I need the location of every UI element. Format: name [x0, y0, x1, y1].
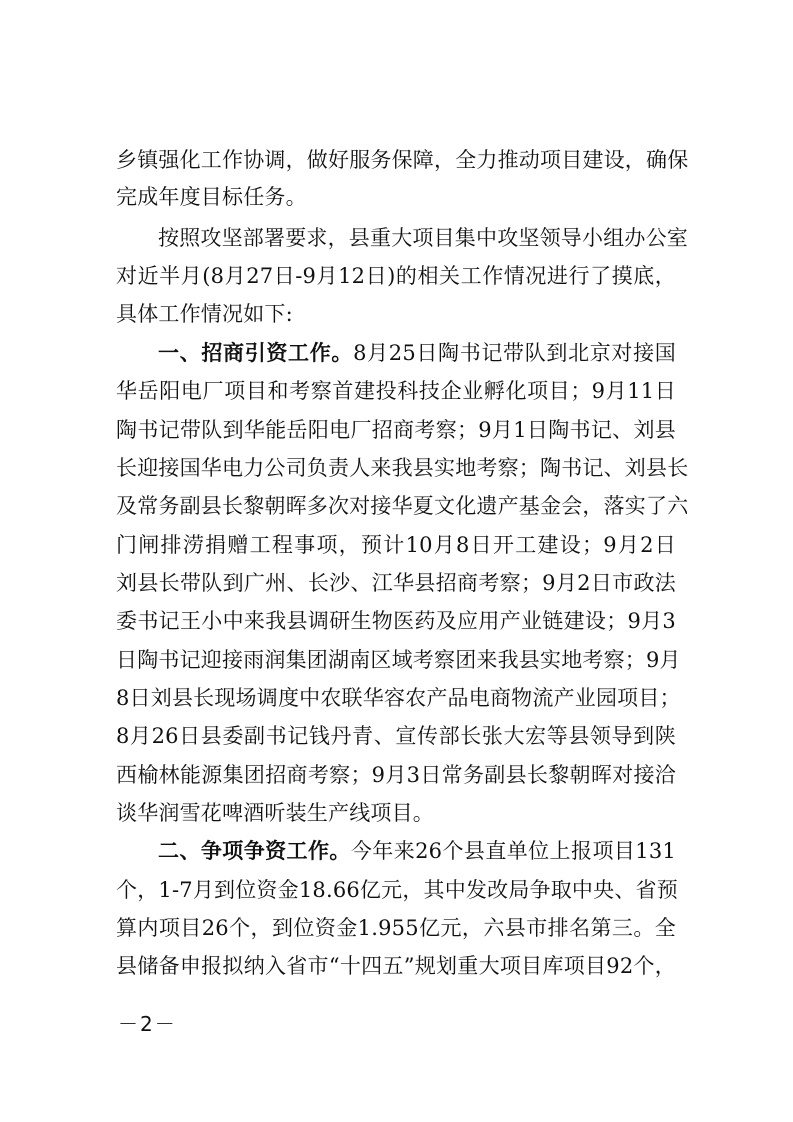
body-text-line: 委书记王小中来我县调研生物医药及应用产业链建设；9月3: [116, 609, 676, 633]
body-text-line: 算内项目26个，到位资金1.955亿元，六县市排名第三。全: [116, 916, 676, 940]
body-text-line: 门闸排涝捐赠工程事项，预计10月8日开工建设；9月2日: [116, 533, 676, 557]
body-text-line: 乡镇强化工作协调，做好服务保障，全力推动项目建设，确保: [116, 148, 689, 172]
page-number: －2－: [118, 1012, 177, 1036]
body-text-line: 谈华润雪花啤酒听装生产线项目。: [116, 801, 434, 825]
body-text-line: 对近半月(8月27日-9月12日)的相关工作情况进行了摸底，: [116, 264, 676, 288]
body-text-line: 县储备申报拟纳入省市“十四五”规划重大项目库项目92个，: [116, 954, 676, 978]
body-text-line: 华岳阳电厂项目和考察首建投科技企业孵化项目；9月11日: [116, 379, 676, 403]
section-heading: 一、招商引资工作。: [158, 341, 354, 365]
body-text-line: 按照攻坚部署要求，县重大项目集中攻坚领导小组办公室: [158, 226, 688, 250]
body-text-line: 完成年度目标任务。: [116, 185, 307, 209]
body-text-line: 陶书记带队到华能岳阳电厂招商考察；9月1日陶书记、刘县: [116, 418, 676, 442]
body-text-fragment: 今年来26个县直单位上报项目131: [350, 839, 676, 863]
body-text-line: 8月26日县委副书记钱丹青、宣传部长张大宏等县领导到陕: [116, 724, 676, 748]
body-text-fragment: 8月25日陶书记带队到北京对接国: [353, 341, 676, 365]
body-text-line: 具体工作情况如下:: [116, 302, 293, 326]
section-heading: 二、争项争资工作。: [158, 839, 351, 863]
body-text-line: 8日刘县长现场调度中农联华容农产品电商物流产业园项目；: [116, 686, 681, 710]
body-text-line: 个，1-7月到位资金18.66亿元，其中发改局争取中央、省预: [116, 878, 678, 902]
body-text-line: 西榆林能源集团招商考察；9月3日常务副县长黎朝晖对接洽: [116, 763, 676, 787]
body-text-line: 刘县长带队到广州、长沙、江华县招商考察；9月2日市政法: [116, 571, 676, 595]
section-heading-line: [158, 339, 676, 367]
body-text-line: 及常务副县长黎朝晖多次对接华夏文化遗产基金会，落实了六: [116, 494, 689, 518]
body-text-line: 长迎接国华电力公司负责人来我县实地考察；陶书记、刘县长: [116, 456, 689, 480]
body-text-line: 日陶书记迎接雨润集团湖南区域考察团来我县实地考察；9月: [116, 648, 681, 672]
section-heading-line: [158, 837, 676, 865]
